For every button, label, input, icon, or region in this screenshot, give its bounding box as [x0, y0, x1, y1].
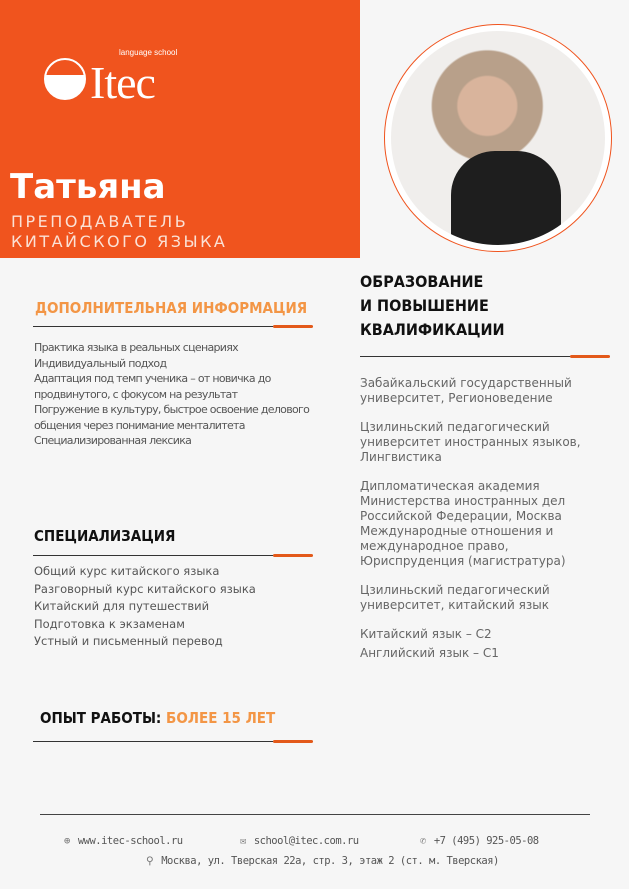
- header-banner: [0, 0, 360, 258]
- email-link[interactable]: school@itec.com.ru: [253, 835, 359, 847]
- divider: [33, 741, 313, 742]
- list-item: Устный и письменный перевод: [34, 634, 223, 648]
- teacher-role: [11, 212, 227, 252]
- footer-divider: [40, 814, 590, 815]
- experience: [40, 708, 275, 728]
- specialization-title: СПЕЦИАЛИЗАЦИЯ: [34, 527, 176, 545]
- footer-email[interactable]: [240, 834, 359, 848]
- footer-phone[interactable]: [420, 834, 539, 848]
- role-line: КИТАЙСКОГО ЯЗЫКА: [11, 232, 228, 251]
- teacher-name: Татьяна: [10, 167, 166, 207]
- divider: [33, 326, 313, 327]
- logo-subtitle: language school: [119, 48, 178, 57]
- title-line: И ПОВЫШЕНИЕ: [360, 296, 489, 315]
- list-item: Практика языка в реальных сценариях: [34, 341, 238, 354]
- list-item: Специализированная лексика: [34, 434, 192, 447]
- experience-label: ОПЫТ РАБОТЫ:: [40, 709, 162, 727]
- footer-site[interactable]: [64, 834, 183, 848]
- envelope-icon: ✉: [240, 835, 246, 847]
- list-item: Индивидуальный подход: [34, 356, 167, 370]
- title-line: КВАЛИФИКАЦИИ: [360, 320, 505, 339]
- phone-link[interactable]: +7 (495) 925-05-08: [433, 835, 539, 847]
- globe-icon: ⊕: [64, 835, 70, 847]
- list-item: Погружение в культуру, быстрое освоение делового общения через понимание менталитета: [34, 403, 310, 432]
- phone-icon: ✆: [420, 835, 426, 847]
- logo-word: Itec: [90, 57, 155, 108]
- list-item: Разговорный курс китайского языка: [34, 581, 256, 596]
- role-line: ПРЕПОДАВАТЕЛЬ: [11, 212, 189, 231]
- language-item: Английский язык – С1: [360, 646, 499, 660]
- experience-value: БОЛЕЕ 15 ЛЕТ: [166, 709, 276, 727]
- education-title: [360, 270, 505, 342]
- logo-emblem-icon: [44, 58, 86, 100]
- education-item: Цзилиньский педагогический университет, китайский язык: [360, 583, 550, 612]
- education-item: Цзилиньский педагогический университет иностранных языков, Лингвистика: [360, 420, 581, 464]
- itec-logo: [44, 48, 184, 108]
- extra-info-list: [34, 340, 334, 449]
- education-item: Дипломатическая академия Министерства иностранных дел Российской Федерации, Москва Международные отношения и международное право, Юриспруденция (магистратура): [360, 479, 566, 568]
- list-item: Подготовка к экзаменам: [34, 616, 185, 631]
- list-item: Общий курс китайского языка: [34, 564, 220, 578]
- address-text: Москва, ул. Тверская 22а, стр. 3, этаж 2 (ст. м. Тверская): [161, 855, 499, 867]
- title-line: ОБРАЗОВАНИЕ: [360, 272, 484, 291]
- map-pin-icon: ⚲: [146, 855, 154, 867]
- divider: [33, 555, 313, 556]
- education-item: Забайкальский государственный университет, Регионоведение: [360, 376, 572, 405]
- specialization-list: [34, 563, 256, 651]
- teacher-photo: [384, 24, 612, 252]
- divider: [360, 356, 610, 357]
- list-item: Китайский для путешествий: [34, 599, 210, 613]
- list-item: Адаптация под темп ученика – от новичка до продвинутого, с фокусом на результат: [34, 372, 271, 401]
- language-item: Китайский язык – С2: [360, 627, 492, 641]
- extra-info-title: ДОПОЛНИТЕЛЬНАЯ ИНФОРМАЦИЯ: [35, 299, 308, 317]
- education-list: [360, 376, 605, 661]
- site-link[interactable]: www.itec-school.ru: [77, 835, 183, 847]
- languages: [360, 627, 605, 661]
- footer-address: [146, 854, 499, 868]
